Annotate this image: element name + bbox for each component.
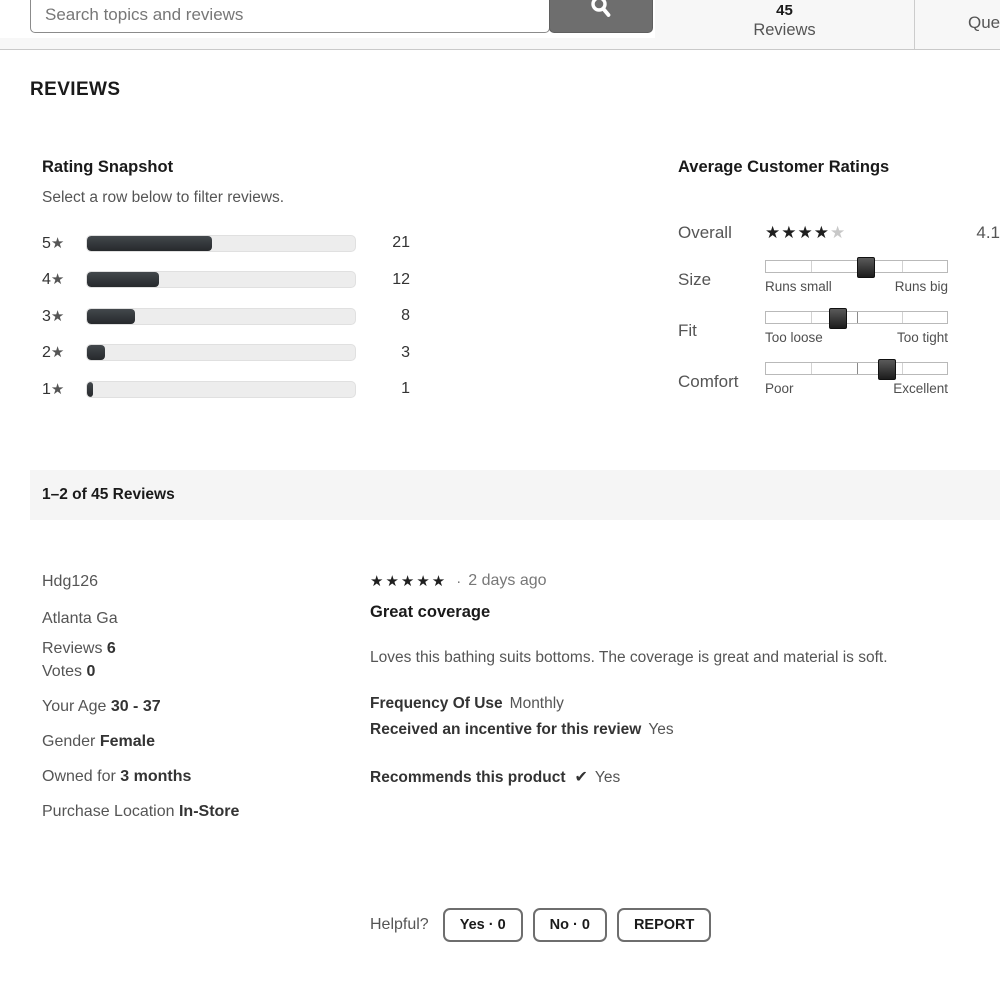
author-owned-for: Owned for 3 months — [42, 768, 192, 785]
reviews-count: 45 — [776, 2, 793, 19]
rating-bar-track — [86, 344, 356, 361]
search-button[interactable] — [549, 0, 653, 33]
helpful-prompt: Helpful? — [370, 916, 429, 933]
author-reviews-stat: Reviews 6 — [42, 640, 116, 657]
rating-count: 21 — [392, 234, 410, 251]
tab-questions[interactable]: Que — [968, 13, 1000, 32]
star-icon: ★ — [50, 307, 65, 325]
comfort-slider-track — [765, 362, 948, 375]
size-right-label: Runs big — [894, 279, 948, 294]
author-purchase-location: Purchase Location In-Store — [42, 803, 240, 820]
rating-row-label: 4★ — [42, 271, 65, 288]
reviews-tab-label: Reviews — [753, 21, 816, 39]
rating-bar-fill — [87, 382, 93, 397]
rating-bar-fill — [87, 309, 135, 324]
size-rating-row — [678, 260, 1000, 294]
tick — [811, 312, 812, 323]
size-slider-handle — [857, 257, 875, 278]
review-title: Great coverage — [370, 603, 491, 621]
rating-row-label: 1★ — [42, 380, 65, 398]
recommends-field: Recommends this product ✔ Yes — [370, 769, 621, 786]
helpful-yes-button[interactable]: Yes · 0 — [443, 908, 523, 942]
review-rating-row — [370, 572, 982, 590]
rating-count: 3 — [401, 343, 410, 361]
overall-label: Overall — [678, 223, 732, 242]
tick — [902, 312, 903, 323]
results-count-text: 1–2 of 45 Reviews — [42, 486, 175, 503]
page-title: REVIEWS — [30, 79, 121, 100]
average-customer-ratings — [678, 158, 1000, 396]
tab-divider — [914, 0, 915, 49]
rating-row-1-star[interactable] — [42, 380, 422, 398]
tick — [902, 261, 903, 272]
separator-dot: · — [456, 572, 462, 590]
rating-snapshot-rows — [42, 234, 422, 398]
review-fields — [370, 695, 982, 739]
tick — [811, 363, 812, 374]
star-icon: ★ — [50, 380, 65, 398]
rating-row-label: 2★ — [42, 344, 65, 361]
comfort-label: Comfort — [678, 372, 739, 391]
review-stars-icon: ★★★★★ — [370, 573, 448, 590]
star-icon: ★ — [50, 234, 65, 252]
star-icon: ★ — [50, 271, 65, 288]
rating-bar-fill — [87, 236, 212, 251]
rating-row-label: 5★ — [42, 234, 65, 252]
comfort-left-label: Poor — [765, 381, 794, 396]
fit-label: Fit — [678, 321, 697, 340]
reviews-tab-bar — [0, 0, 1000, 50]
tick-mid — [857, 312, 858, 323]
frequency-of-use-field: Frequency Of Use Monthly — [370, 695, 564, 712]
tick-mid — [857, 363, 858, 374]
report-button[interactable]: REPORT — [617, 908, 711, 942]
comfort-rating-row — [678, 362, 1000, 396]
comfort-slider-handle — [878, 359, 896, 380]
rating-count: 8 — [401, 307, 410, 324]
rating-row-2-star[interactable] — [42, 344, 422, 362]
author-votes-stat: Votes 0 — [42, 663, 96, 680]
average-ratings-title: Average Customer Ratings — [678, 158, 890, 176]
tick — [902, 363, 903, 374]
check-icon: ✔ — [574, 769, 588, 786]
rating-snapshot-title: Rating Snapshot — [42, 158, 174, 176]
overall-rating-value: 4.1 — [976, 223, 1000, 242]
overall-star-empty: ★ — [829, 223, 847, 242]
rating-bar-track — [86, 308, 356, 325]
fit-slider-track — [765, 311, 948, 324]
incentive-field: Received an incentive for this review Yes — [370, 721, 674, 738]
rating-count: 12 — [392, 270, 410, 288]
review-date: 2 days ago — [468, 572, 547, 589]
fit-right-label: Too tight — [896, 330, 948, 345]
size-slider-track — [765, 260, 948, 273]
search-input[interactable] — [30, 0, 550, 33]
rating-row-5-star[interactable] — [42, 234, 422, 252]
comfort-right-label: Excellent — [893, 381, 948, 396]
fit-rating-row — [678, 311, 1000, 345]
rating-row-4-star[interactable] — [42, 271, 422, 289]
rating-row-3-star[interactable] — [42, 307, 422, 325]
search-icon — [588, 0, 614, 25]
author-gender: Gender Female — [42, 733, 155, 750]
overall-rating-row — [678, 223, 1000, 243]
size-left-label: Runs small — [765, 279, 832, 294]
rating-snapshot-subtitle: Select a row below to filter reviews. — [42, 189, 285, 206]
results-count-bar — [30, 470, 1000, 520]
review-author-column — [42, 572, 342, 821]
star-icon: ★ — [50, 344, 65, 361]
fit-slider-handle — [829, 308, 847, 329]
fit-left-label: Too loose — [765, 330, 823, 345]
review-content-column — [370, 572, 982, 787]
rating-row-label: 3★ — [42, 307, 65, 325]
rating-bar-track — [86, 235, 356, 252]
review-feedback-row — [370, 908, 721, 942]
review-body: Loves this bathing suits bottoms. The coverage is great and material is soft. — [370, 649, 888, 666]
tick — [811, 261, 812, 272]
author-location: Atlanta Ga — [42, 610, 118, 627]
size-label: Size — [678, 270, 712, 289]
rating-bar-fill — [87, 345, 105, 360]
rating-bar-fill — [87, 272, 159, 287]
tab-reviews[interactable] — [655, 0, 914, 50]
helpful-no-button[interactable]: No · 0 — [533, 908, 607, 942]
rating-bar-track — [86, 271, 356, 288]
rating-count: 1 — [401, 380, 410, 397]
author-nickname: Hdg126 — [42, 573, 99, 590]
rating-bar-track — [86, 381, 356, 398]
author-age: Your Age 30 - 37 — [42, 698, 161, 715]
rating-snapshot — [42, 158, 422, 417]
overall-stars-filled: ★★★★ — [765, 223, 830, 242]
